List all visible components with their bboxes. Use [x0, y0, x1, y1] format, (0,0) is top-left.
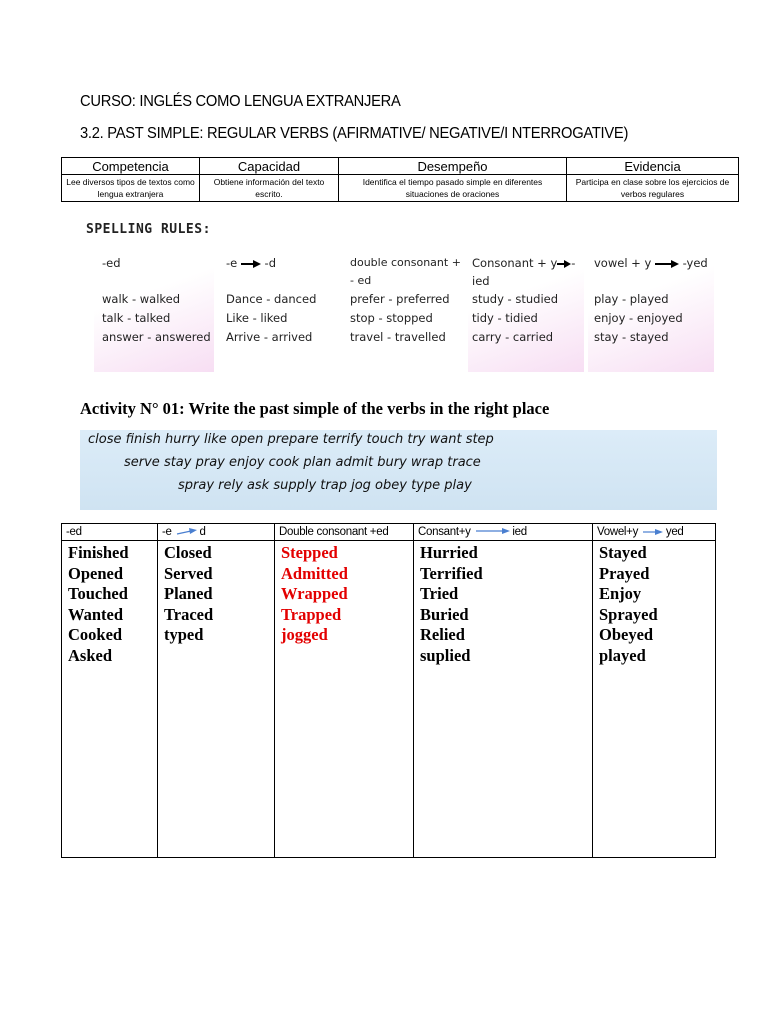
rule-example: talk - talked [102, 311, 171, 325]
rule-label [226, 254, 341, 290]
answer-word: Obeyed [599, 625, 654, 645]
header-text: Double consonant +ed [279, 526, 389, 538]
rule-label [594, 254, 714, 290]
answer-word-highlighted: Stepped [281, 543, 338, 562]
header-capacidad: Capacidad [200, 158, 339, 175]
rule-example: study - studied [472, 292, 559, 306]
rule-example: walk - walked [102, 292, 181, 306]
header-competencia: Competencia [62, 158, 200, 175]
rule-part-a: -e [226, 256, 238, 270]
answer-word: Closed [164, 543, 212, 562]
rule-example: enjoy - enjoyed [594, 311, 683, 325]
arrow-right-icon [175, 528, 197, 536]
answer-word: Planed [164, 584, 213, 604]
cell-capacidad: Obtiene información del texto escrito. [200, 175, 339, 202]
answer-column-ed [62, 541, 158, 858]
course-title: CURSO: INGLÉS COMO LENGUA EXTRANJERA [80, 93, 401, 110]
activity-title: Activity N° 01: Write the past simple of the verbs in the right place [80, 399, 550, 418]
rule-part-b: -d [264, 256, 276, 270]
rule-part-a: Consonant + y [472, 256, 558, 270]
verb-bank-line: serve stay pray enjoy cook plan admit bury wrap trace [124, 455, 481, 470]
rule-part-b: -ied [472, 256, 576, 288]
answer-word-highlighted: jogged [281, 625, 328, 645]
answer-word: Touched [68, 584, 128, 604]
answer-header-ed [62, 524, 158, 541]
spelling-rules-title: SPELLING RULES: [86, 222, 211, 237]
spelling-rules-panel [80, 216, 720, 376]
cell-competencia: Lee diversos tipos de textos como lengua extranjera [62, 175, 200, 202]
answer-column-double-consonant [275, 541, 414, 858]
header-text: ied [512, 526, 527, 538]
arrow-right-icon [474, 528, 510, 536]
rule-label [472, 254, 584, 290]
verb-bank [80, 430, 717, 510]
header-text: d [199, 526, 206, 538]
header-text: yed [665, 526, 684, 538]
rule-example: prefer - preferred [350, 292, 450, 306]
competency-table [61, 157, 739, 202]
answer-word: Cooked [68, 625, 123, 645]
arrow-right-icon [655, 259, 679, 269]
arrow-right-icon [241, 259, 261, 269]
header-evidencia: Evidencia [567, 158, 739, 175]
answer-word: Wanted [68, 604, 124, 624]
answer-word: Buried [420, 604, 469, 624]
answer-word: Finished [68, 543, 129, 562]
answer-header-consonant-y [414, 524, 593, 541]
rule-example: Like - liked [226, 311, 288, 325]
arrow-right-icon [557, 259, 571, 269]
header-text: Consant+y [418, 526, 471, 538]
rule-column-vowel-y [588, 254, 714, 372]
answer-word: suplied [420, 645, 471, 665]
answer-header-vowel-y [593, 524, 716, 541]
answer-column-e-d [158, 541, 275, 858]
answer-word-highlighted: Trapped [281, 604, 342, 624]
rule-example: stop - stopped [350, 311, 433, 325]
answer-word: Relied [420, 625, 465, 645]
rule-label: double consonant + - ed [350, 256, 461, 287]
rule-example: Arrive - arrived [226, 330, 313, 344]
rule-part-a: vowel + y [594, 256, 652, 270]
answer-header-double-consonant [275, 524, 414, 541]
rule-example: Dance - danced [226, 292, 317, 306]
rule-column-double-consonant [350, 254, 462, 372]
rule-example: stay - stayed [594, 330, 669, 344]
answer-word: Enjoy [599, 584, 642, 604]
answer-column-consonant-y [414, 541, 593, 858]
rule-column-ed [94, 254, 214, 372]
header-text: Vowel+y [597, 526, 639, 538]
rule-example: travel - travelled [350, 330, 446, 344]
header-desempeno: Desempeño [339, 158, 567, 175]
rule-example: answer - answered [102, 330, 211, 344]
answer-word-highlighted: Wrapped [281, 584, 348, 604]
answer-word: played [599, 645, 646, 665]
answer-column-vowel-y [593, 541, 716, 858]
rule-label: -ed [102, 256, 121, 270]
rule-column-e-d [226, 254, 341, 372]
answer-table [61, 523, 716, 858]
header-text: -e [162, 526, 172, 538]
answer-word-highlighted: Admitted [281, 563, 348, 583]
topic-title: 3.2. PAST SIMPLE: REGULAR VERBS (AFIRMATIVE/ NEGATIVE/I NTERROGATIVE) [80, 125, 629, 142]
answer-word: Traced [164, 604, 214, 624]
answer-word: Terrified [420, 563, 483, 583]
rule-example: play - played [594, 292, 669, 306]
answer-word: Stayed [599, 543, 647, 562]
verb-bank-line: spray rely ask supply trap jog obey type play [178, 478, 472, 493]
answer-word: Asked [68, 645, 113, 665]
answer-word: Prayed [599, 563, 650, 583]
cell-evidencia: Participa en clase sobre los ejercicios de verbos regulares [567, 175, 739, 202]
rule-column-consonant-y [468, 254, 584, 372]
rule-part-b: -yed [682, 256, 708, 270]
header-text: -ed [66, 526, 82, 538]
answer-header-e-d [158, 524, 275, 541]
verb-bank-line: close finish hurry like open prepare terrify touch try want step [88, 432, 494, 447]
answer-word: Sprayed [599, 604, 658, 624]
answer-word: Served [164, 563, 213, 583]
rule-example: tidy - tidied [472, 311, 538, 325]
answer-word: Tried [420, 584, 459, 604]
answer-word: Opened [68, 563, 124, 583]
answer-word: Hurried [420, 543, 478, 562]
answer-word: typed [164, 625, 204, 645]
rule-example: carry - carried [472, 330, 554, 344]
arrow-right-icon [641, 528, 663, 536]
cell-desempeno: Identifica el tiempo pasado simple en diferentes situaciones de oraciones [339, 175, 567, 202]
